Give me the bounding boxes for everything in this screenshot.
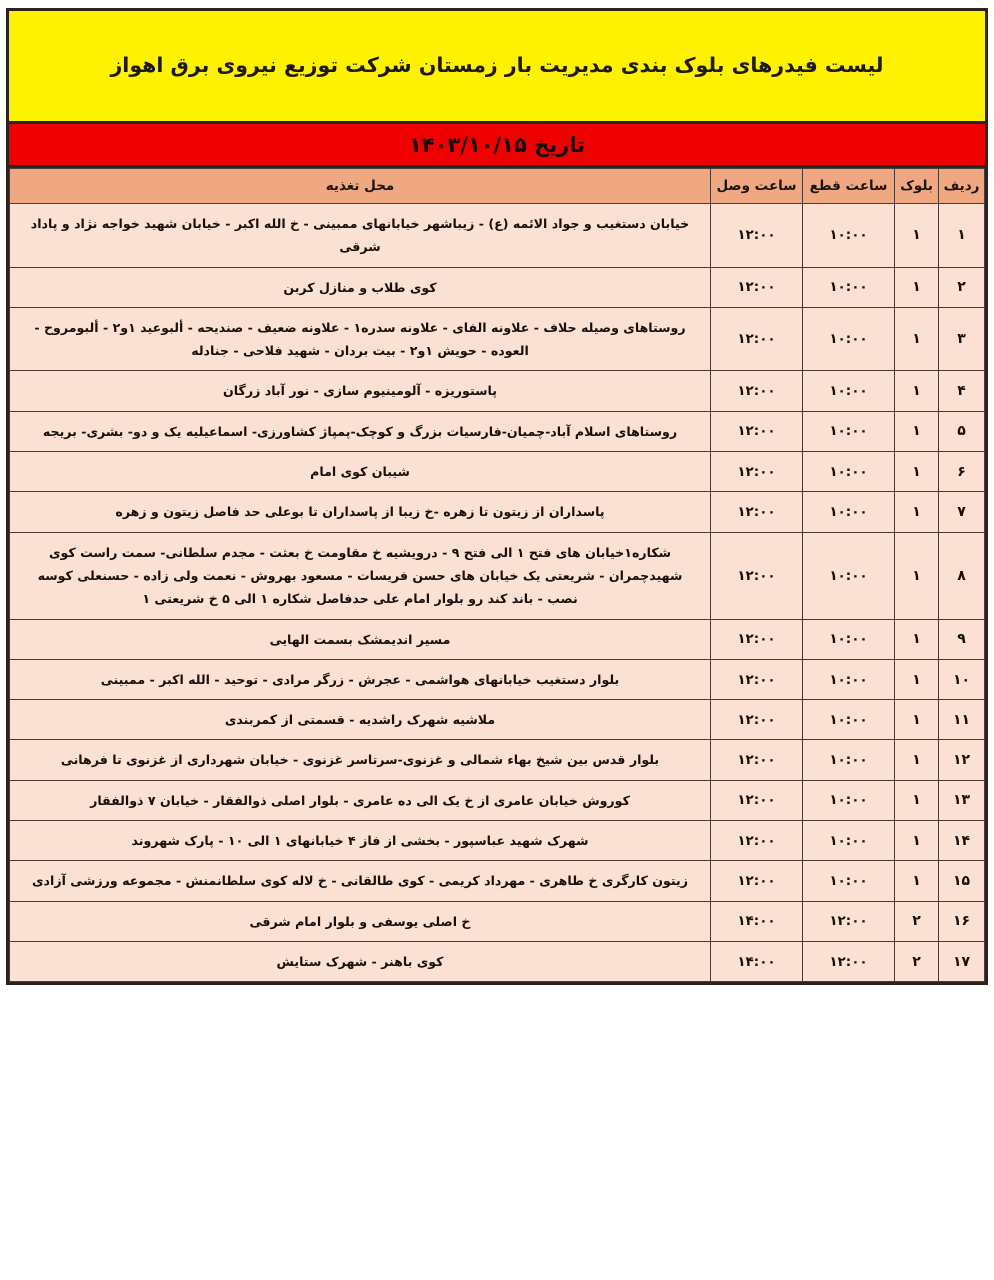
cell-outage-end: ۱۴:۰۰ (711, 901, 803, 941)
cell-radif: ۱۴ (939, 821, 985, 861)
cell-block: ۱ (895, 619, 939, 659)
cell-radif: ۲ (939, 267, 985, 307)
cell-feed-location: شهرک شهید عباسپور - بخشی از فاز ۴ خیابانهای ۱ الی ۱۰ - پارک شهروند (10, 821, 711, 861)
table-row (10, 371, 985, 411)
table-row (10, 700, 985, 740)
table-row (10, 821, 985, 861)
cell-block: ۲ (895, 901, 939, 941)
cell-radif: ۸ (939, 532, 985, 619)
table-header-row (10, 169, 985, 204)
table-header (10, 169, 985, 204)
table-row (10, 204, 985, 268)
cell-outage-end: ۱۲:۰۰ (711, 821, 803, 861)
column-header-feed-location: محل تغذیه (10, 169, 711, 204)
cell-block: ۱ (895, 861, 939, 901)
cell-outage-start: ۱۰:۰۰ (803, 821, 895, 861)
cell-feed-location: مسیر اندیمشک بسمت الهایی (10, 619, 711, 659)
cell-outage-start: ۱۰:۰۰ (803, 371, 895, 411)
table-row (10, 659, 985, 699)
date-banner (9, 124, 985, 168)
cell-block: ۱ (895, 659, 939, 699)
cell-outage-end: ۱۲:۰۰ (711, 532, 803, 619)
cell-outage-start: ۱۰:۰۰ (803, 307, 895, 371)
cell-outage-start: ۱۲:۰۰ (803, 901, 895, 941)
cell-feed-location: کوروش خیابان عامری از خ یک الی ده عامری - بلوار اصلی ذوالفقار - خیابان ۷ ذوالفقار (10, 780, 711, 820)
cell-feed-location: شیبان کوی امام (10, 452, 711, 492)
cell-feed-location: شکاره۱خیابان های فتح ۱ الی فتح ۹ - درویشیه خ مقاومت خ بعثت - مجدم سلطانی- سمت راست کوی شهیدچمران - شریعتی یک خیابان های حسن فریسات - مسعود بهروش - نعمت ولی زاده - حسنعلی کوسه نصب - باند کند رو بلوار امام علی حدفاصل شکاره ۱ الی ۵ خ شریعتی ۱ (10, 532, 711, 619)
cell-feed-location: کوی باهنر - شهرک ستایش (10, 941, 711, 981)
cell-outage-end: ۱۲:۰۰ (711, 700, 803, 740)
cell-outage-start: ۱۰:۰۰ (803, 861, 895, 901)
cell-radif: ۱۵ (939, 861, 985, 901)
cell-radif: ۱۰ (939, 659, 985, 699)
cell-block: ۱ (895, 740, 939, 780)
cell-radif: ۱۳ (939, 780, 985, 820)
cell-outage-start: ۱۰:۰۰ (803, 659, 895, 699)
table-row (10, 411, 985, 451)
table-row (10, 941, 985, 981)
title-banner (9, 11, 985, 124)
cell-outage-end: ۱۲:۰۰ (711, 740, 803, 780)
cell-radif: ۳ (939, 307, 985, 371)
cell-outage-start: ۱۰:۰۰ (803, 619, 895, 659)
cell-radif: ۵ (939, 411, 985, 451)
cell-outage-end: ۱۲:۰۰ (711, 619, 803, 659)
cell-outage-start: ۱۰:۰۰ (803, 492, 895, 532)
cell-outage-start: ۱۰:۰۰ (803, 740, 895, 780)
cell-outage-end: ۱۲:۰۰ (711, 492, 803, 532)
cell-block: ۱ (895, 492, 939, 532)
column-header-outage-end: ساعت وصل (711, 169, 803, 204)
cell-outage-end: ۱۲:۰۰ (711, 267, 803, 307)
cell-outage-start: ۱۰:۰۰ (803, 780, 895, 820)
cell-radif: ۱۱ (939, 700, 985, 740)
table-row (10, 452, 985, 492)
cell-outage-end: ۱۲:۰۰ (711, 307, 803, 371)
cell-outage-end: ۱۲:۰۰ (711, 659, 803, 699)
cell-feed-location: ملاشیه شهرک راشدیه - قسمتی از کمربندی (10, 700, 711, 740)
cell-outage-start: ۱۲:۰۰ (803, 941, 895, 981)
page-title: لیست فیدرهای بلوک بندی مدیریت بار زمستان شرکت توزیع نیروی برق اهواز (110, 53, 884, 78)
cell-outage-end: ۱۲:۰۰ (711, 861, 803, 901)
cell-outage-end: ۱۲:۰۰ (711, 780, 803, 820)
table-row (10, 267, 985, 307)
cell-block: ۱ (895, 700, 939, 740)
cell-feed-location: روستاهای اسلام آباد-چمیان-فارسیات بزرگ و کوچک-پمپاژ کشاورزی- اسماعیلیه یک و دو- بشری- بریجه (10, 411, 711, 451)
cell-feed-location: خیابان دستغیب و جواد الائمه (ع) - زیباشهر خیابانهای ممبینی - خ الله اکبر - خیابان شهید خواجه نژاد و پاداد شرقی (10, 204, 711, 268)
column-header-outage-start: ساعت قطع (803, 169, 895, 204)
table-row (10, 619, 985, 659)
cell-outage-start: ۱۰:۰۰ (803, 700, 895, 740)
cell-outage-start: ۱۰:۰۰ (803, 411, 895, 451)
table-row (10, 780, 985, 820)
column-header-radif: ردیف (939, 169, 985, 204)
cell-feed-location: بلوار قدس بین شیخ بهاء شمالی و غزنوی-سرتاسر غزنوی - خیابان شهرداری از غزنوی تا فرهانی (10, 740, 711, 780)
cell-outage-start: ۱۰:۰۰ (803, 267, 895, 307)
cell-outage-end: ۱۲:۰۰ (711, 452, 803, 492)
cell-block: ۱ (895, 780, 939, 820)
cell-feed-location: روستاهای وصیله حلاف - علاونه الفای - علاونه سدره۱ - علاونه ضعیف - صندیحه - ألبوعید ۱و۲ - ألبومروح - العوده - حویش ۱و۲ - بیت بردان - شهید فلاحی - جنادله (10, 307, 711, 371)
cell-feed-location: پاستوریزه - آلومینیوم سازی - نور آباد زرگان (10, 371, 711, 411)
cell-feed-location: خ اصلی یوسفی و بلوار امام شرقی (10, 901, 711, 941)
schedule-date: تاریخ ۱۴۰۳/۱۰/۱۵ (408, 132, 586, 157)
table-row (10, 532, 985, 619)
column-header-block: بلوک (895, 169, 939, 204)
cell-outage-end: ۱۲:۰۰ (711, 371, 803, 411)
cell-block: ۱ (895, 411, 939, 451)
table-row (10, 740, 985, 780)
cell-radif: ۹ (939, 619, 985, 659)
feeder-schedule-table (9, 168, 985, 982)
cell-block: ۱ (895, 307, 939, 371)
cell-outage-start: ۱۰:۰۰ (803, 452, 895, 492)
cell-feed-location: بلوار دستغیب خیابانهای هواشمی - عجرش - زرگر مرادی - توحید - الله اکبر - ممبینی (10, 659, 711, 699)
cell-block: ۱ (895, 821, 939, 861)
cell-radif: ۱۶ (939, 901, 985, 941)
cell-radif: ۱۲ (939, 740, 985, 780)
cell-outage-end: ۱۲:۰۰ (711, 204, 803, 268)
table-row (10, 492, 985, 532)
cell-block: ۱ (895, 204, 939, 268)
cell-outage-end: ۱۲:۰۰ (711, 411, 803, 451)
cell-radif: ۷ (939, 492, 985, 532)
cell-feed-location: پاسداران از زیتون تا زهره -خ زیبا از پاسداران تا بوعلی حد فاصل زیتون و زهره (10, 492, 711, 532)
cell-outage-end: ۱۴:۰۰ (711, 941, 803, 981)
cell-radif: ۱۷ (939, 941, 985, 981)
table-body (10, 204, 985, 982)
cell-block: ۲ (895, 941, 939, 981)
table-row (10, 861, 985, 901)
schedule-sheet (6, 8, 988, 985)
cell-block: ۱ (895, 532, 939, 619)
cell-radif: ۴ (939, 371, 985, 411)
cell-outage-start: ۱۰:۰۰ (803, 532, 895, 619)
cell-block: ۱ (895, 267, 939, 307)
cell-radif: ۱ (939, 204, 985, 268)
cell-feed-location: کوی طلاب و منازل کربن (10, 267, 711, 307)
cell-block: ۱ (895, 452, 939, 492)
cell-outage-start: ۱۰:۰۰ (803, 204, 895, 268)
cell-block: ۱ (895, 371, 939, 411)
table-row (10, 307, 985, 371)
cell-radif: ۶ (939, 452, 985, 492)
table-row (10, 901, 985, 941)
cell-feed-location: زیتون کارگری خ طاهری - مهرداد کریمی - کوی طالقانی - خ لاله کوی سلطانمنش - مجموعه ورزشی آزادی (10, 861, 711, 901)
